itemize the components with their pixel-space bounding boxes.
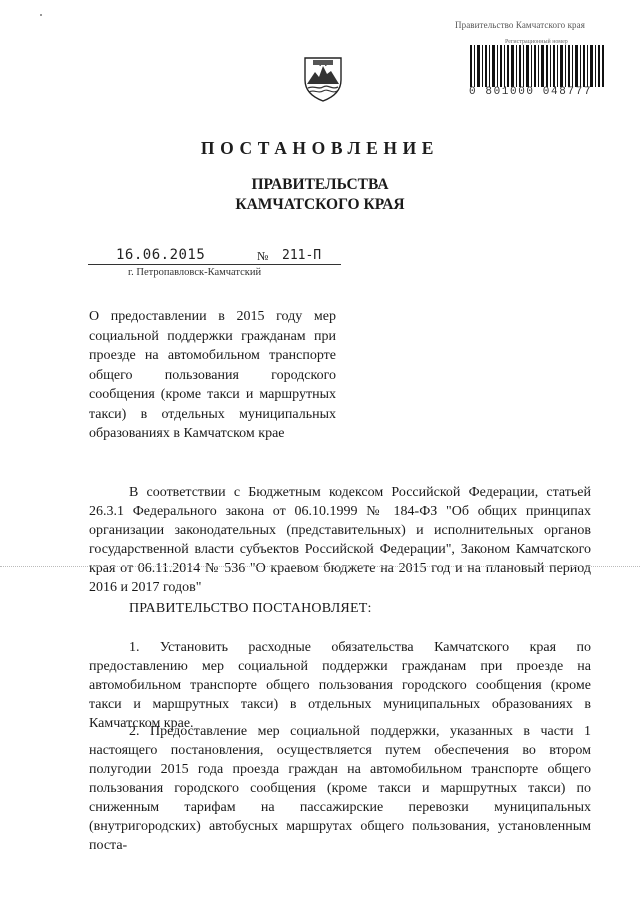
kamchatka-coat-of-arms-icon (302, 54, 344, 102)
paragraph-item-1: 1. Установить расходные обязательства Камчатского края по предоставлению мер социальной поддержки гражданам при проезде на автомобильном транспорте общего пользования городского сообщения (кроме такси и маршрутных такси) в отдельных муниципальных образованиях в Камчатском крае. (89, 640, 591, 731)
document-type-title: ПОСТАНОВЛЕНИЕ (200, 138, 440, 158)
stamp-reg-label: Регистрационный номер (505, 39, 568, 45)
resolution-heading: ПРАВИТЕЛЬСТВО ПОСТАНОВЛЯЕТ: (129, 601, 372, 616)
barcode-number: 0 801000 048777 (469, 86, 593, 98)
date-underline (88, 264, 341, 265)
document-subject: О предоставлении в 2015 году мер социальной поддержки гражданам при проезде на автомобильном транспорте общего пользования городского сообщения (кроме такси и маршрутных такси) в отдельных муниципальных образованиях в Камчатском крае (89, 309, 336, 441)
document-number: 211-П (282, 248, 322, 263)
paragraph-item-2: 2. Предоставление мер социальной поддержки, указанных в части 1 настоящего постановления, осуществляется путем обеспечения во втором полугодии 2015 года проезда граждан на автомобильном транспорте общего пользования городского сообщения (кроме такси и маршрутных такси) по сниженным тарифам на пассажирские перевозки муниципальных (внутригородских) автобусных маршрутах общего пользования, установленным поста- (89, 724, 591, 853)
document-date: 16.06.2015 (116, 247, 206, 263)
number-sign: № (257, 249, 269, 263)
scan-dotted-line (0, 566, 640, 567)
preamble-paragraph: В соответствии с Бюджетным кодексом Российской Федерации, статьей 26.3.1 Федерального закона от 06.10.1999 № 184-ФЗ "Об общих принципах организации законодательных (представительных) и исполнительных органов государственной власти субъектов Российской Федерации", Законом Камчатского края от 06.11.2014 № 536 "О краевом бюджете на 2015 год и на плановый период 2016 и 2017 годов" (89, 485, 591, 595)
government-line-1: ПРАВИТЕЛЬСТВА (251, 176, 389, 193)
city-name: г. Петропавловск-Камчатский (128, 267, 262, 278)
stamp-org: Правительство Камчатского края (455, 20, 585, 30)
barcode-image (470, 45, 605, 87)
government-line-2: КАМЧАТСКОГО КРАЯ (235, 196, 405, 213)
scan-speck (40, 14, 42, 16)
